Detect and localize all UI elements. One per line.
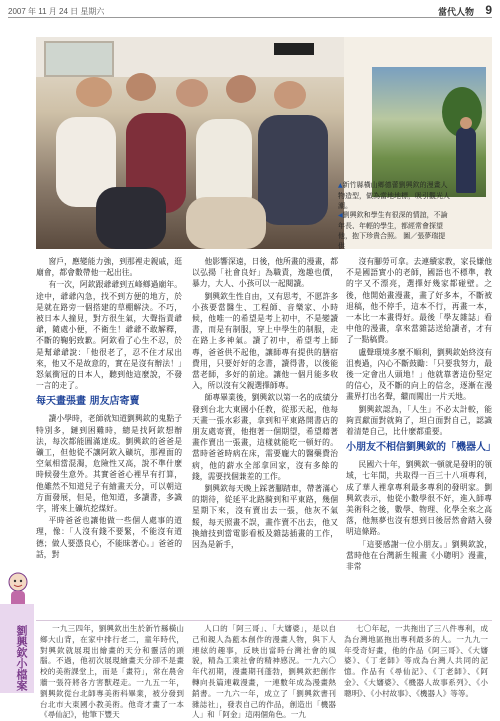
- paragraph: 「這要感謝一位小朋友。」劉興欽說，當時他在台灣新生報畫《小聰明》漫畫，非常: [346, 539, 492, 572]
- paragraph: 窗戶，應變能力強，到那裡走親戚，逛廟會，都會數帶他一起出往。: [36, 257, 182, 278]
- paragraph: 平時爸爸也讓他做一些個人處事的道理，像：「人沒有錢不要緊，不能沒有道德；做人要憑良心，不能昧著心。」爸爸的話，對: [36, 516, 182, 559]
- paragraph: 劉興欽每天晚上踩著腳踏車，帶著滿心的期待，從延平北路騎到和平東路，幾個星期下來，沒有賣出去一張，他灰不氣餒，每天照畫不誤，畫作賣不出去，他又換繪技到當電影看板及雜誌插畫的工作，因為是新手，: [192, 484, 338, 550]
- timeline-column-1: 一九三四年，劉興欽出生於新竹縣橫山鄉大山背，在家中排行老二，童年時代，對興欽就展現出繪畫的天分和靈活的頭腦。不過，他初次展現繪畫天分卻不是畫校的美術課堂上，而是「畫符」，常在農舍牆一張符將各方害獸趕走。一九五一年，劉興欽從台北師專美術科畢業，被分發到台北市大東國小教美術。他奇才畫了一本《尋仙記》，他筆下豐天: [40, 624, 184, 720]
- paragraph: 他影響深遠，日後，他所畫的漫畫，都以弘揚「社會良好」為職責，逸趣也價，暴力，大人、小孩可以一起閱讀。: [192, 257, 338, 289]
- photo-caption-group: ◀劉興欽和學生有很深的情誼，不論年長、年輕的學生，都經常會探望他，抱下珍貴合照。 圖／張夢瑞提供: [338, 211, 448, 250]
- timeline-column-3: 七〇年起，一共拖出了三八件專利，成為台灣地區拖出專利最多的人。一九九一年受奇好畫，他的作品《阿三哥》、《大嬸婆》、《丁老師》等成為台灣人共同的記憶。作品有《尋仙記》、《丁老師》、《阿金》、《大嬸婆》、《機器人故事系列》、《小聰明》、《小村故事》、《機器人》等等。: [344, 624, 488, 698]
- article-body: [36, 256, 496, 618]
- article-column-1: [36, 256, 182, 618]
- page-header: [8, 3, 492, 17]
- photo-caption-landmark: ▲新竹縣橫山鄉德蕾劉興欽的漫畫人物造型，做為當地地標，吸引觀光人潮。: [338, 181, 450, 210]
- paragraph: 劉興欽生性自由，又有思考，不愿許多小孩要當醫生、工程師、音樂家、小時候，他唯一的希望是考上初中，不是變讀書，而是有制服，穿上中學生的制服，走在路上多神氣。讀了初中，希望考上師專，爸爸供不起他，讓師專有提供的膳宿費用，只要好好的念書，讀得書，以後能當老師，多好的前途。讓他一個月能多收入，所以沒有父親選擇師專。: [192, 291, 338, 391]
- paragraph: 讀小學時，老師就知道劉興欽的鬼點子特別多，鏈到困難時，總是找阿欽想辦法，每次都能圓滿達成。劉興欽的爸爸是礦工，但他從不讓阿欽入礦坑，那裡面的空氣相當混濁，危險性又高，說不準什麼時候發生意外。其實爸爸心裡早有打算，他雖然不知道兒子有繪畫天分，可以朝這方面發展，但是，他知道，多讀書，多識字，將來上礦坑挖煤好。: [36, 414, 182, 514]
- timeline-column-2: 人口的「阿三哥」、「大嬸婆」，是以自己和親人為藍本創作的漫畫人物，與下人連絃的趣事，反映出當時台灣社會的風貌，精為工業社會的精神感況。一九六〇年代初期，漫畫期刊蓬勃，劉興欽把創作轉向長篇連載漫畫，一連數年成為漫畫熱銷書。一九六一年，成立了「劉興欽書刊雜誌社」，發表自己的作品，創造出「機器人」和「阿金」這兩個角色。一九: [192, 624, 336, 720]
- triangle-bullet-icon: ◀: [338, 212, 343, 219]
- article-column-2: [192, 256, 338, 618]
- paragraph: 沒有腳勞可拿。去連續家教，家長嫌他不是國語實小的老師，國語也不標準，教的字又不漂亮，選擇好幾家都碰壁。之後，他開始畫漫畫，畫了好多本，不斷被退稿，他不停手，這本不行，再畫一本，一本比一本畫得好。最後「學友雜誌」看中他的漫畫，拿來當雜誌送給讀者，才有了一點稿費。: [346, 257, 492, 345]
- subheading: 每天畫張畫 朋友店寄賣: [36, 396, 140, 408]
- header-rule: [8, 17, 492, 18]
- paragraph: 師專畢業後，劉興欽以第一名的成績分發到台北大東國小任教，從那天起，他每天畫一張水彩畫，拿到和平東路開書店的朋友處寄賣，他抱著一個期望，希望藉著畫作賣出一張畫，這樣就能吃一頓好的。當時爸爸時病在床，需要龐大的醫藥費治病，他的薪水全部拿回家，沒有多餘的錢，需要找個兼差的工作。: [192, 393, 338, 481]
- subheading: 小朋友不相信劉興欽的「機器人」: [346, 442, 496, 454]
- paragraph: 盧聲環境多麼不順利，劉興欽始終沒有沮喪過，內心不斷鼓勵：「只要我努力，最後一定會出人頭地！」他就靠著這份堅定的信心，及不斷的向上的信念，逐漸在漫畫界打出名聲，繼而闖出一片天地。: [346, 347, 492, 402]
- profile-title: 劉興欽小檔案: [15, 625, 28, 691]
- paragraph: 劉興欽認為，「人生」不必太計較，能夠貢獻面對就夠了，坦白面對自己，認識着清楚自己，比什麼都重要。: [346, 404, 492, 437]
- triangle-bullet-icon: ▲: [338, 182, 343, 189]
- article-column-3: [346, 256, 496, 618]
- profile-timeline: [40, 624, 492, 720]
- paragraph: 民國六十年，劉興欽一頓就是發明的領域，七年間，共取得一百三十八項專利，成了華人裡拿專利最多專利的發明家。劉興欽表示，他從小數學很不好，進入師專美術科之後，數學、物理、化學全來之高落，他無夢也沒有想到日後居然會踏入發明這條路。: [346, 460, 492, 537]
- page-number: 9: [485, 3, 492, 17]
- landmark-photo: [372, 67, 486, 197]
- group-photo: [36, 37, 344, 249]
- issue-date: 2007 年 11 月 24 日 星期六: [8, 7, 105, 16]
- section-name: 當代人物: [437, 7, 474, 17]
- paragraph: 有一次，阿欽跟爺爺到五峰鄉過廟年。途中，爺爺內急，找不到方便的地方，於是就在路旁一個搭建的草棚解決。不巧，被日本人撞見，對方很生氣，大聲指責爺爺，隨處小便，不衛生！爺爺不敢解釋，不斷的鞠躬致歉。阿欽看了心生不忍，於是幫爺爺說：「他很老了，忍不住才尿出來，他又不是故意的，實在是沒有辦法！」怒氣衝冠的日本人，聽到他這麼說，不發一言的走了。: [36, 280, 182, 391]
- section-divider: [36, 620, 492, 621]
